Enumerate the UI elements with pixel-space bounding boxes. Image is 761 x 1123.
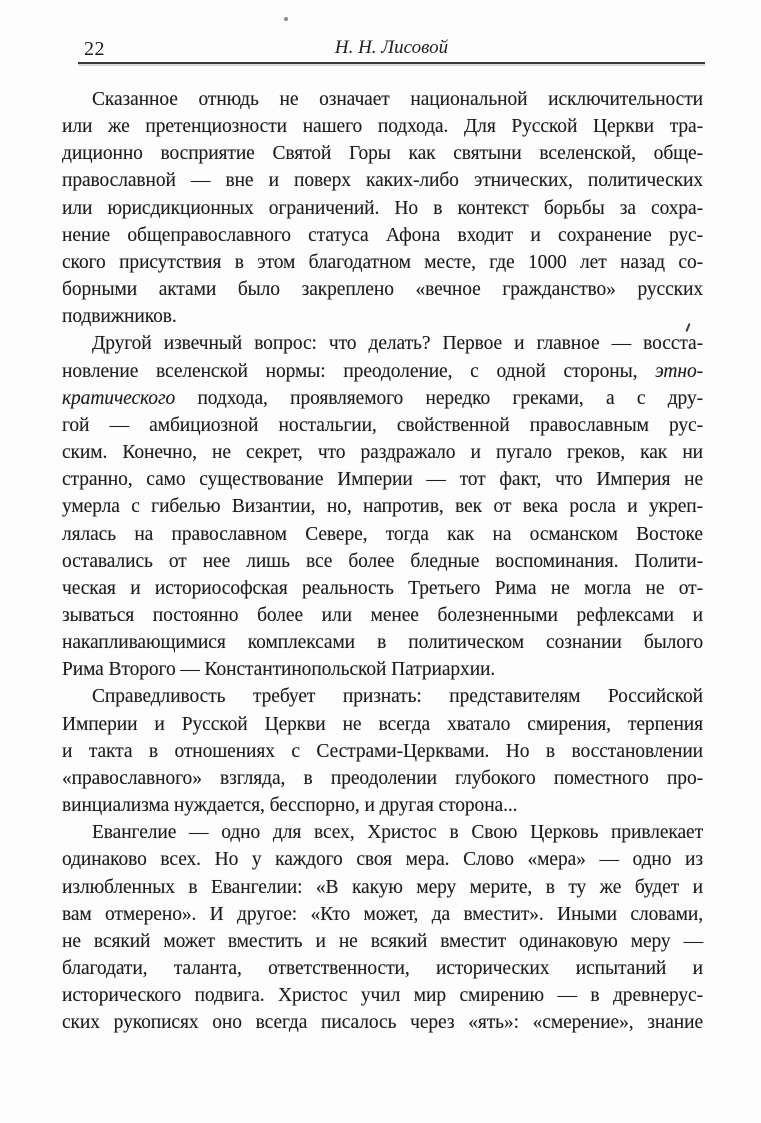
text-segment: подвижников. — [62, 306, 177, 328]
text-line — [62, 711, 703, 738]
text-line — [62, 765, 703, 792]
text-segment: зываться постоянно более или менее болезненными рефлексами и — [62, 604, 703, 626]
text-line — [62, 439, 703, 466]
text-segment: одинаково всех. Но у каждого своя мера. Слово «мера» — одно из — [62, 849, 703, 871]
text-line — [62, 955, 703, 982]
text-segment: странно, само существование Империи — тот факт, что Империя не — [62, 469, 703, 491]
text-segment: излюбленных в Евангелии: «В какую меру мерите, в ту же будет и — [62, 876, 703, 898]
text-segment: винциализма нуждается, бесспорно, и другая сторона... — [62, 795, 518, 817]
text-segment: или юрисдикционных ограничений. Но в контекст борьбы за сохра- — [62, 197, 703, 219]
text-segment: ческая и историософская реальность Третьего Рима не могла не от- — [62, 577, 703, 599]
text-segment: лялась на православном Севере, тогда как на османском Востоке — [62, 523, 703, 545]
text-segment: Рима Второго — Константинопольской Патриархии. — [62, 659, 496, 681]
text-line — [62, 629, 703, 656]
text-line — [62, 330, 703, 357]
text-line — [62, 358, 703, 385]
text-line — [62, 846, 703, 873]
text-line — [62, 113, 703, 140]
text-segment: гой — амбициозной ностальгии, свойственной православным рус- — [62, 414, 703, 436]
text-line — [62, 683, 703, 710]
text-line — [62, 385, 703, 412]
text-segment: умерла с гибелью Византии, но, напротив, век от века росла и укреп- — [62, 496, 703, 518]
text-segment: новление вселенской нормы: преодоление, с одной стороны, — [62, 360, 656, 382]
paragraph — [62, 86, 703, 330]
text-segment: Другой извечный вопрос: что делать? Первое и главное — восста- — [92, 333, 703, 355]
text-line — [62, 276, 703, 303]
text-segment: нение общеправославного статуса Афона входит и сохранение рус- — [62, 224, 703, 246]
text-line — [62, 466, 703, 493]
text-line — [62, 493, 703, 520]
italic-text-segment: кратического — [62, 387, 176, 409]
body-text — [62, 86, 703, 1036]
text-line — [62, 874, 703, 901]
text-line — [62, 928, 703, 955]
text-line — [62, 521, 703, 548]
text-line — [62, 86, 703, 113]
text-line — [62, 575, 703, 602]
text-line — [62, 602, 703, 629]
text-line — [62, 982, 703, 1009]
text-segment: борными актами было закреплено «вечное гражданство» русских — [62, 279, 703, 301]
text-line — [62, 303, 703, 330]
text-segment: или же претенциозности нашего подхода. Для Русской Церкви тра- — [62, 116, 703, 138]
text-segment: ского присутствия в этом благодатном месте, где 1000 лет назад со- — [62, 251, 703, 273]
text-segment: ским. Конечно, не секрет, что раздражало и пугало греков, как ни — [62, 442, 703, 464]
text-segment: диционно восприятие Святой Горы как святыни вселенской, обще- — [62, 143, 703, 165]
text-segment: Сказанное отнюдь не означает национальной исключительности — [92, 89, 703, 110]
text-line — [62, 1009, 703, 1036]
italic-text-segment: этно- — [655, 360, 703, 382]
text-line — [62, 249, 703, 276]
text-line — [62, 222, 703, 249]
text-line — [62, 167, 703, 194]
text-line — [62, 738, 703, 765]
text-segment: подхода, проявляемого нередко греками, а с дру- — [175, 387, 703, 409]
text-line — [62, 412, 703, 439]
header-rule — [78, 62, 705, 64]
text-segment: вам отмерено». И другое: «Кто может, да вместит». Иными словами, — [62, 903, 703, 925]
text-line — [62, 548, 703, 575]
text-segment: и такта в отношениях с Сестрами-Церквами. Но в восстановлении — [62, 740, 703, 762]
text-segment: Империи и Русской Церкви не всегда хватало смирения, терпения — [62, 713, 703, 735]
text-line — [62, 140, 703, 167]
text-segment: оставались от нее лишь все более бледные воспоминания. Полити- — [62, 550, 703, 572]
text-segment: не всякий может вместить и не всякий вместит одинаковую меру — — [62, 930, 703, 952]
page-number: 22 — [84, 38, 105, 60]
text-line — [62, 792, 703, 819]
paragraph — [62, 330, 703, 683]
text-segment: Справедливость требует признать: представителям Российской — [92, 686, 703, 708]
text-line — [62, 819, 703, 846]
text-segment: исторического подвига. Христос учил мир смирению — в древнерус- — [62, 985, 703, 1007]
text-line — [62, 901, 703, 928]
running-title: Н. Н. Лисовой — [334, 37, 449, 58]
scan-speck-icon — [284, 17, 288, 21]
text-line — [62, 195, 703, 222]
text-segment: накапливающимися комплексами в политическом сознании былого — [62, 632, 703, 654]
text-segment: ских рукописях оно всегда писалось через «ять»: «смерение», знание — [62, 1012, 703, 1034]
text-segment: благодати, таланта, ответственности, исторических испытаний и — [62, 958, 703, 979]
paragraph — [62, 819, 703, 1036]
text-segment: православной — вне и поверх каких-либо этнических, политических — [62, 170, 703, 192]
paragraph — [62, 683, 703, 819]
text-segment: Евангелие — одно для всех, Христос в Свою Церковь привлекает — [92, 822, 703, 844]
text-segment: «православного» взгляда, в преодолении глубокого поместного про- — [62, 767, 703, 789]
text-line — [62, 656, 703, 683]
